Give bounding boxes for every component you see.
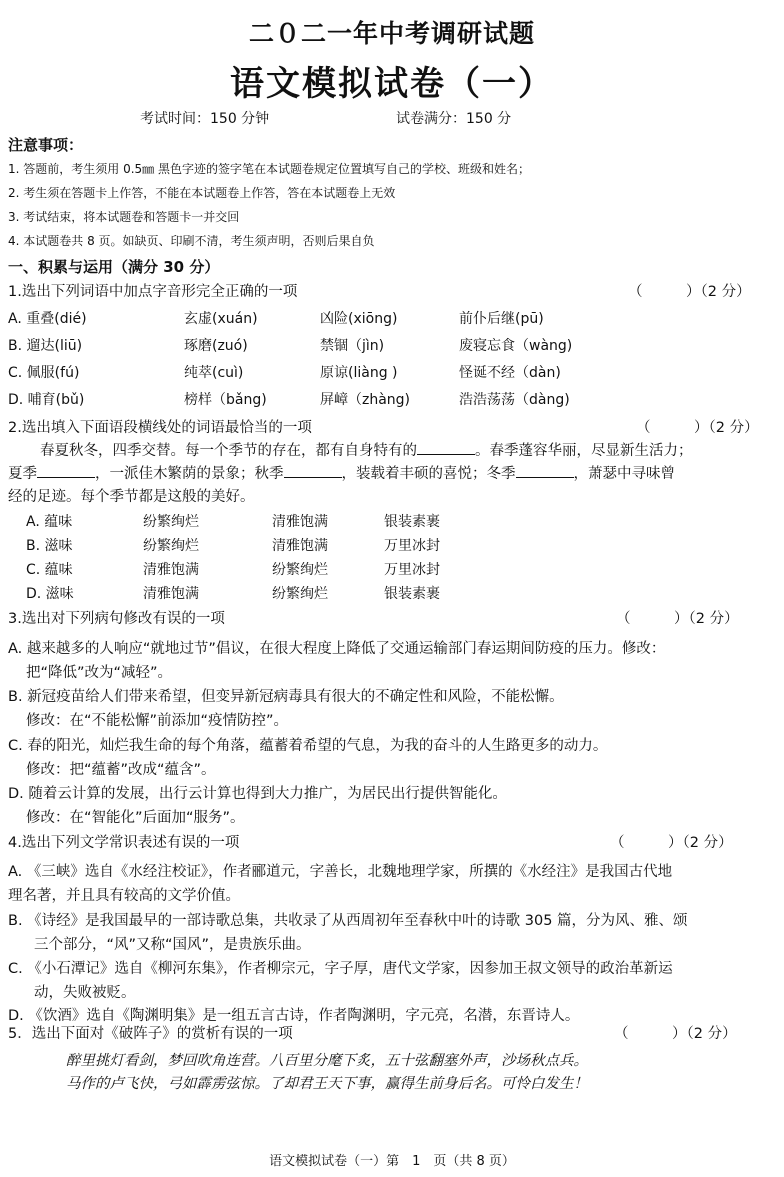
q5-score: （ ）（2 分） (614, 1026, 737, 1042)
note-item: 3. 考试结束，将本试题卷和答题卡一并交回 (8, 210, 240, 224)
q3-stem: 3.选出对下列病句修改有误的一项 (8, 611, 225, 627)
note-item: 2. 考生须在答题卡上作答，不能在本试题卷上作答，答在本试题卷上无效 (8, 186, 396, 200)
q4-stem: 4.选出下列文学常识表述有误的一项 (8, 835, 240, 851)
q4-option-d: D. 《饮酒》选自《陶渊明集》是一组五言古诗，作者陶渊明，字元亮，名潜，东晋诗人。 (8, 1008, 580, 1024)
notes-heading: 注意事项： (8, 136, 84, 154)
q4-score: （ ）（2 分） (610, 835, 733, 851)
q5-stem: 5．选出下面对《破阵子》的赏析有误的一项 (8, 1026, 293, 1042)
note-item: 1. 答题前，考生须用 0.5㎜ 黑色字迹的签字笔在本试题卷规定位置填写自己的学校、班级和姓名； (8, 162, 530, 176)
poem-line: 马作的卢飞快，弓如霹雳弦惊。了却君王天下事，赢得生前身后名。可怜白发生！ (66, 1076, 588, 1092)
exam-title: 二０二一年中考调研试题 (248, 19, 535, 48)
full-score: 试卷满分：150 分 (396, 111, 512, 127)
note-item: 4. 本试题卷共 8 页。如缺页、印刷不清，考生须声明，否则后果自负 (8, 234, 375, 248)
exam-time: 考试时间：150 分钟 (140, 111, 270, 127)
q2-stem: 2.选出填入下面语段横线处的词语最恰当的一项 (8, 420, 312, 436)
q2-score: （ ）（2 分） (636, 420, 759, 436)
section-title: 一、积累与运用（满分 30 分） (8, 258, 220, 276)
page-footer: 语文模拟试卷（一）第 1 页（共 8 页） (269, 1154, 515, 1169)
q2-passage: 春夏秋冬，四季交替。每一个季节的存在，都有自身特有的 。春季蓬容华丽，尽显新生活力； 夏季 ，一派佳木繁荫的景象；秋季 ，装载着丰硕的喜悦；冬季 ，萧瑟中寻味曾 经的足迹。每个季节都是这般的美好。 (8, 443, 693, 505)
q3-score: （ ）（2 分） (616, 611, 739, 627)
q1-score: （ ）（2 分） (628, 284, 751, 300)
poem-line: 醉里挑灯看剑，梦回吹角连营。八百里分麾下炙，五十弦翻塞外声，沙场秋点兵。 (66, 1053, 588, 1069)
exam-subtitle: 语文模拟试卷（一） (230, 64, 554, 104)
q1-stem: 1.选出下列词语中加点字音形完全正确的一项 (8, 284, 298, 300)
